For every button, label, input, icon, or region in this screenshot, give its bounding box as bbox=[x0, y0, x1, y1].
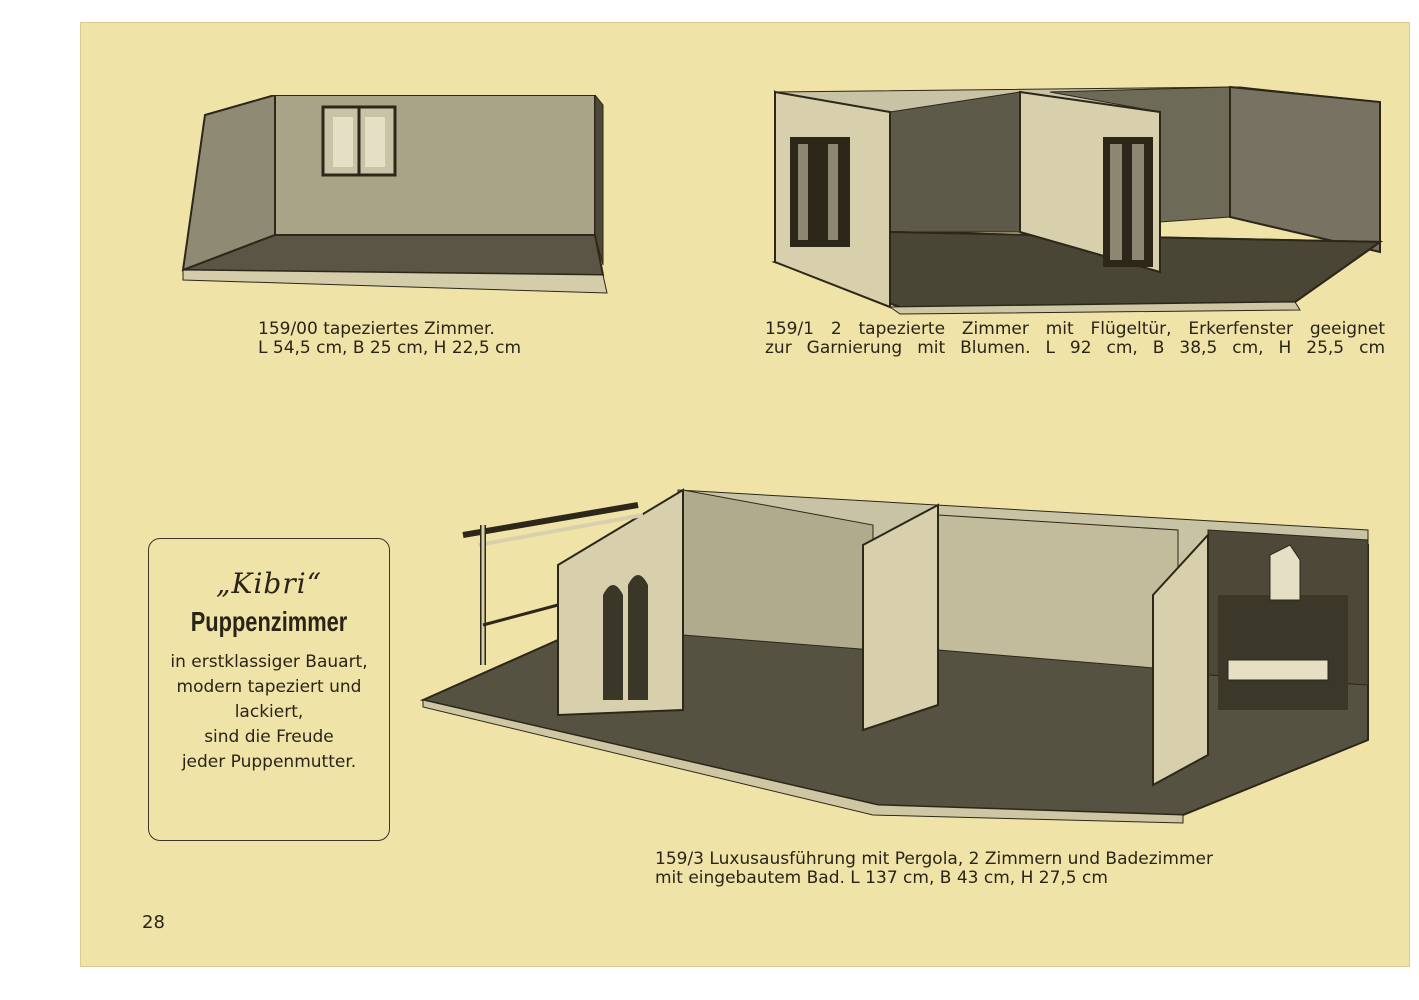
product-caption-159-00 bbox=[258, 320, 521, 358]
caption-line-2: L 54,5 cm, B 25 cm, H 22,5 cm bbox=[258, 338, 522, 358]
promo-line: in erstklassiger Bauart, bbox=[170, 652, 368, 672]
page-number: 28 bbox=[142, 912, 165, 933]
promo-line: sind die Freude bbox=[204, 727, 334, 747]
promo-line: lackiert, bbox=[234, 702, 304, 722]
room-159-00-image bbox=[175, 95, 615, 295]
promo-line: modern tapeziert und bbox=[176, 677, 362, 697]
promo-box bbox=[148, 538, 390, 841]
brand-name: „Kibri“ bbox=[216, 567, 322, 600]
caption-line-1: 159/1 2 tapezierte Zimmer mit Flügeltür, Erkerfenster geeignet bbox=[765, 319, 1385, 339]
promo-title: Puppenzimmer bbox=[190, 606, 348, 637]
room-159-1-image bbox=[770, 82, 1390, 317]
caption-line-1: 159/3 Luxusausführung mit Pergola, 2 Zimmern und Badezimmer bbox=[655, 849, 1213, 869]
promo-description bbox=[149, 650, 389, 775]
product-caption-159-1 bbox=[765, 320, 1385, 358]
caption-line-1: 159/00 tapeziertes Zimmer. bbox=[258, 319, 495, 339]
promo-line: jeder Puppenmutter. bbox=[181, 752, 357, 772]
caption-line-2: mit eingebautem Bad. L 137 cm, B 43 cm, H 27,5 cm bbox=[655, 868, 1108, 888]
product-caption-159-3 bbox=[655, 850, 1213, 888]
room-159-3-image bbox=[418, 485, 1393, 830]
caption-line-2: zur Garnierung mit Blumen. L 92 cm, B 38,5 cm, H 25,5 cm bbox=[765, 338, 1385, 358]
